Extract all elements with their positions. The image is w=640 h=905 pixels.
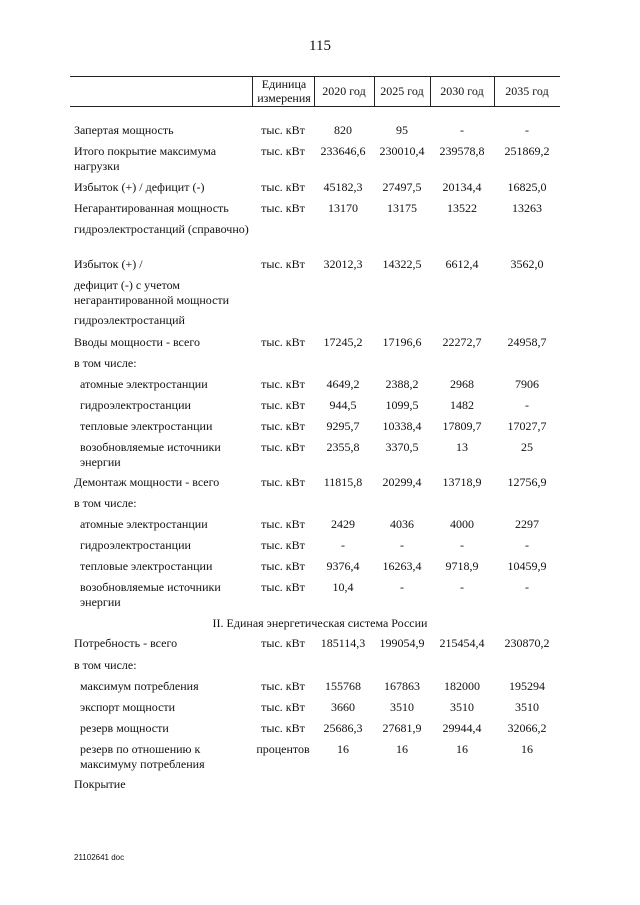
cell-value: 16: [396, 742, 408, 756]
row-label: Запертая мощность: [74, 123, 174, 137]
cell-value: 2388,2: [385, 377, 419, 391]
cell-value: 155768: [325, 679, 361, 693]
cell-value: 944,5: [329, 398, 357, 412]
row-unit: тыс. кВт: [261, 517, 305, 531]
row-unit: тыс. кВт: [261, 419, 305, 433]
cell-value: 20134,4: [442, 180, 482, 194]
cell-value: 3510: [390, 700, 414, 714]
row-label: Избыток (+) /: [74, 257, 143, 271]
cell-value: 233646,6: [320, 144, 366, 158]
cell-value: 1099,5: [385, 398, 419, 412]
row-label: Негарантированная мощность: [74, 201, 229, 215]
cell-value: -: [460, 538, 464, 552]
cell-value: 13: [456, 440, 468, 454]
cell-value: 25: [521, 440, 533, 454]
cell-value: 16: [337, 742, 349, 756]
cell-value: -: [400, 580, 404, 594]
cell-value: 167863: [384, 679, 420, 693]
cell-value: 2355,8: [326, 440, 360, 454]
cell-value: 3660: [331, 700, 355, 714]
cell-value: 12756,9: [507, 475, 547, 489]
row-unit: тыс. кВт: [261, 538, 305, 552]
row-label: гидроэлектростанций: [74, 313, 185, 327]
cell-value: 13718,9: [442, 475, 482, 489]
row-unit: тыс. кВт: [261, 257, 305, 271]
row-unit: тыс. кВт: [261, 721, 305, 735]
row-label: гидроэлектростанции: [80, 398, 191, 412]
header-unit: Единица измерения: [257, 77, 311, 105]
row-unit: тыс. кВт: [261, 700, 305, 714]
cell-value: 4000: [450, 517, 474, 531]
row-unit: тыс. кВт: [261, 636, 305, 650]
row-unit: тыс. кВт: [261, 398, 305, 412]
cell-value: -: [460, 580, 464, 594]
row-label: максимум потребления: [80, 679, 199, 693]
cell-value: 251869,2: [504, 144, 550, 158]
row-unit: тыс. кВт: [261, 335, 305, 349]
row-unit: тыс. кВт: [261, 580, 305, 594]
cell-value: 16: [456, 742, 468, 756]
cell-value: -: [525, 538, 529, 552]
header-2025: 2025 год: [380, 84, 424, 98]
cell-value: 6612,4: [445, 257, 479, 271]
row-label: гидроэлектростанций (справочно): [74, 222, 249, 236]
cell-value: 230010,4: [379, 144, 425, 158]
cell-value: 95: [396, 123, 408, 137]
cell-value: 9295,7: [326, 419, 360, 433]
header-2020: 2020 год: [322, 84, 366, 98]
cell-value: 10459,9: [507, 559, 547, 573]
cell-value: -: [400, 538, 404, 552]
row-unit: тыс. кВт: [261, 475, 305, 489]
row-unit: тыс. кВт: [261, 201, 305, 215]
cell-value: 3510: [515, 700, 539, 714]
cell-value: 16825,0: [507, 180, 547, 194]
cell-value: 13522: [447, 201, 477, 215]
cell-value: 13263: [512, 201, 542, 215]
cell-value: -: [460, 123, 464, 137]
cell-value: 17245,2: [323, 335, 363, 349]
cell-value: 2968: [450, 377, 474, 391]
row-label: резерв по отношению к максимуму потребления: [80, 742, 205, 771]
row-label: Демонтаж мощности - всего: [74, 475, 220, 489]
header-2035: 2035 год: [505, 84, 549, 98]
row-label: Покрытие: [74, 777, 126, 791]
cell-value: 20299,4: [382, 475, 422, 489]
row-unit: тыс. кВт: [261, 440, 305, 454]
cell-value: 11815,8: [323, 475, 363, 489]
row-unit: тыс. кВт: [261, 144, 305, 158]
cell-value: 820: [334, 123, 352, 137]
cell-value: 3562,0: [510, 257, 544, 271]
cell-value: 25686,3: [323, 721, 363, 735]
header-divider: [252, 76, 253, 106]
row-unit: тыс. кВт: [261, 559, 305, 573]
cell-value: 27497,5: [382, 180, 422, 194]
cell-value: 29944,4: [442, 721, 482, 735]
cell-value: -: [525, 580, 529, 594]
row-label: гидроэлектростанции: [80, 538, 191, 552]
cell-value: 24958,7: [507, 335, 547, 349]
header-top-rule: [70, 76, 560, 77]
cell-value: 17196,6: [382, 335, 422, 349]
document-footer: 21102641 doc: [74, 853, 125, 862]
cell-value: -: [341, 538, 345, 552]
cell-value: 9376,4: [326, 559, 360, 573]
cell-value: 185114,3: [320, 636, 366, 650]
cell-value: 239578,8: [439, 144, 485, 158]
row-label: в том числе:: [74, 496, 137, 510]
cell-value: 27681,9: [382, 721, 422, 735]
cell-value: 215454,4: [439, 636, 485, 650]
header-2030: 2030 год: [440, 84, 484, 98]
row-label: тепловые электростанции: [80, 419, 213, 433]
row-label: возобновляемые источники энергии: [80, 580, 221, 609]
page-number: 115: [309, 38, 331, 54]
cell-value: 16: [521, 742, 533, 756]
cell-value: 32066,2: [507, 721, 547, 735]
cell-value: 2297: [515, 517, 539, 531]
cell-value: 16263,4: [382, 559, 422, 573]
cell-value: 182000: [444, 679, 480, 693]
cell-value: 7906: [515, 377, 539, 391]
cell-value: 22272,7: [442, 335, 482, 349]
cell-value: 195294: [509, 679, 545, 693]
row-unit: процентов: [256, 742, 310, 756]
cell-value: 3370,5: [385, 440, 419, 454]
row-unit: тыс. кВт: [261, 377, 305, 391]
cell-value: 45182,3: [323, 180, 363, 194]
cell-value: 10338,4: [382, 419, 422, 433]
cell-value: 2429: [331, 517, 355, 531]
cell-value: 13170: [328, 201, 358, 215]
cell-value: 9718,9: [445, 559, 479, 573]
row-label: атомные электростанции: [80, 517, 208, 531]
cell-value: 3510: [450, 700, 474, 714]
row-label: атомные электростанции: [80, 377, 208, 391]
cell-value: 4036: [390, 517, 414, 531]
row-label: экспорт мощности: [80, 700, 176, 714]
row-label: Вводы мощности - всего: [74, 335, 200, 349]
row-label: в том числе:: [74, 658, 137, 672]
row-label: Избыток (+) / дефицит (-): [74, 180, 205, 194]
cell-value: -: [525, 123, 529, 137]
row-label: Потребность - всего: [74, 636, 178, 650]
row-unit: тыс. кВт: [261, 180, 305, 194]
section-title: II. Единая энергетическая система России: [212, 616, 428, 630]
header-bottom-rule: [70, 106, 560, 107]
row-label: в том числе:: [74, 356, 137, 370]
row-label: резерв мощности: [80, 721, 169, 735]
cell-value: 1482: [450, 398, 474, 412]
cell-value: 230870,2: [504, 636, 550, 650]
cell-value: 32012,3: [323, 257, 363, 271]
cell-value: 17027,7: [507, 419, 547, 433]
cell-value: 4649,2: [326, 377, 360, 391]
row-label: дефицит (-) с учетом негарантированной мощности: [74, 278, 230, 307]
cell-value: 13175: [387, 201, 417, 215]
row-label: тепловые электростанции: [80, 559, 213, 573]
row-unit: тыс. кВт: [261, 679, 305, 693]
row-label: Итого покрытие максимума нагрузки: [74, 144, 217, 173]
cell-value: 10,4: [332, 580, 354, 594]
cell-value: 14322,5: [382, 257, 422, 271]
cell-value: 17809,7: [442, 419, 482, 433]
row-label: возобновляемые источники энергии: [80, 440, 221, 469]
cell-value: 199054,9: [379, 636, 425, 650]
cell-value: -: [525, 398, 529, 412]
row-unit: тыс. кВт: [261, 123, 305, 137]
